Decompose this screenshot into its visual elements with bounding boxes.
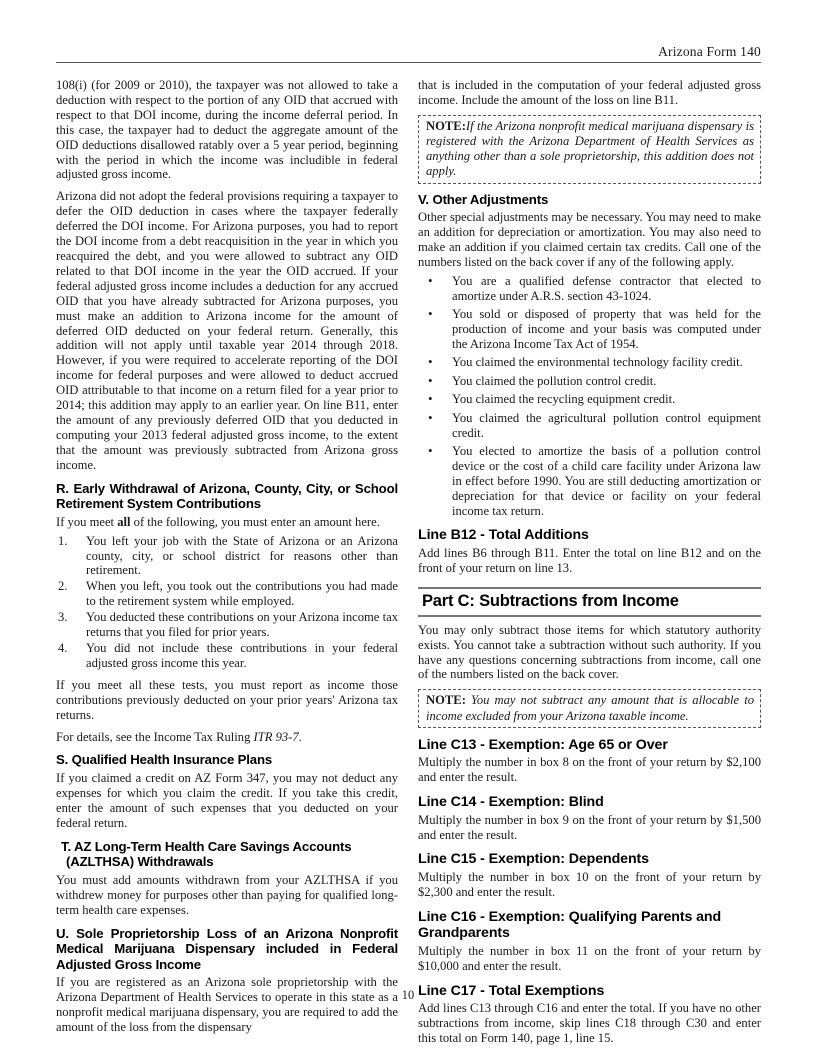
right-column <box>418 78 761 1053</box>
list-item-text: You claimed the agricultural pollution control equipment credit. <box>452 410 761 440</box>
part-c-title: Part C: Subtractions from Income <box>422 591 679 610</box>
line-heading-c17: Line C17 - Total Exemptions <box>418 982 605 999</box>
note-text: If the Arizona nonprofit medical marijuana dispensary is registered with the Arizona Department of Health Services as anything other than a sole proprietorship, this addition does not apply. <box>426 118 754 179</box>
page-number: 10 <box>401 988 415 1002</box>
itr-reference: ITR 93-7 <box>253 729 299 744</box>
section-r-intro-bold: all <box>117 514 131 529</box>
section-v-bullet-list <box>418 274 761 519</box>
section-u-paragraph: If you are registered as an Arizona sole proprietorship with the Arizona Department of Health Services to operate in this state as a nonprofit medical marijuana dispensary, you are required to add the amount of the loss from the dispensary <box>56 975 398 1035</box>
section-v-paragraph: Other special adjustments may be necessary. You may need to make an addition for depreciation or amortization. You may also need to make an addition if you claimed certain tax credits. Call one of the numbers listed on the back cover if any of the following apply. <box>418 210 761 269</box>
note-box-dispensary <box>418 115 761 184</box>
section-r-after-paragraph: If you meet all these tests, you must report as income those contributions previously deducted on your prior years' Arizona tax returns. <box>56 677 398 722</box>
paragraph-oid-1: 108(i) (for 2009 or 2010), the taxpayer was not allowed to take a deduction with respect to the portion of any OID that accrued with respect to that DOI income, during the income deferral period. In this case, the taxpayer had to deduct the aggregate amount of the OID deductions disallowed ratably over a 5 year period, beginning with the period in which the income was includible in federal adjusted gross income. <box>56 78 398 182</box>
list-item <box>418 355 761 370</box>
section-r-details-a: For details, see the Income Tax Ruling <box>56 729 254 744</box>
list-item-number: 2. <box>58 579 68 594</box>
line-c16-paragraph: Multiply the number in box 11 on the front of your return by $10,000 and enter the result. <box>418 943 761 973</box>
list-item <box>418 392 761 407</box>
note-label: NOTE: <box>426 693 466 708</box>
header-rule <box>56 62 761 63</box>
list-item-text: You are a qualified defense contractor that elected to amortize under A.R.S. section 43-1024. <box>452 273 761 303</box>
note-box-allocable <box>418 689 761 727</box>
list-item-text: When you left, you took out the contributions you had made to the retirement system while employed. <box>86 579 398 609</box>
bullet-icon: • <box>428 409 433 425</box>
list-item-number: 4. <box>58 641 68 655</box>
note-paragraph <box>426 693 754 723</box>
list-item-number: 1. <box>58 533 68 548</box>
bullet-icon: • <box>428 372 433 388</box>
list-item-number: 3. <box>58 610 68 625</box>
list-item-text: You left your job with the State of Arizona or an Arizona county, city, or school district for reasons other than retirement. <box>86 533 398 578</box>
part-c-banner <box>418 587 761 617</box>
section-r-intro-b: of the following, you must enter an amount here. <box>130 514 380 529</box>
line-heading-b12: Line B12 - Total Additions <box>418 527 589 544</box>
section-heading-u: U. Sole Proprietorship Loss of an Arizona Nonprofit Medical Marijuana Dispensary included in Federal Adjusted Gross Income <box>56 925 398 972</box>
line-c14-paragraph: Multiply the number in box 9 on the front of your return by $1,500 and enter the result. <box>418 812 761 842</box>
running-header <box>56 44 761 63</box>
section-heading-s: S. Qualified Health Insurance Plans <box>56 752 273 768</box>
line-heading-c14: Line C14 - Exemption: Blind <box>418 794 604 811</box>
line-c15-paragraph: Multiply the number in box 10 on the front of your return by $2,300 and enter the result. <box>418 869 761 899</box>
section-r-intro-a: If you meet <box>56 514 118 529</box>
line-c17-paragraph: Add lines C13 through C16 and enter the total. If you have no other subtractions from income, skip lines C18 through C30 and enter this total on Form 140, page 1, line 15. <box>418 1001 761 1045</box>
line-b12-paragraph: Add lines B6 through B11. Enter the total on line B12 and on the front of your return on line 13. <box>418 545 761 575</box>
section-r-details <box>56 730 398 745</box>
section-heading-t: T. AZ Long-Term Health Care Savings Accounts (AZLTHSA) Withdrawals <box>61 838 352 870</box>
list-item <box>56 534 398 579</box>
list-item <box>56 610 398 640</box>
note-paragraph <box>426 119 754 180</box>
paragraph-continued: that is included in the computation of your federal adjusted gross income. Include the amount of the loss on line B11. <box>418 78 761 107</box>
line-c13-paragraph: Multiply the number in box 8 on the front of your return by $2,100 and enter the result. <box>418 755 761 785</box>
note-label: NOTE: <box>426 118 466 133</box>
list-item <box>56 579 398 609</box>
list-item-text: You deducted these contributions on your Arizona income tax returns that you filed for prior years. <box>86 610 398 640</box>
part-c-paragraph: You may only subtract those items for which statutory authority exists. You cannot take a subtraction without such authority. If you have any questions concerning subtractions from income, call one of the numbers listed on the back cover. <box>418 622 761 682</box>
bullet-icon: • <box>428 442 433 458</box>
line-heading-c15: Line C15 - Exemption: Dependents <box>418 851 649 868</box>
bullet-icon: • <box>428 391 433 407</box>
line-heading-c13: Line C13 - Exemption: Age 65 or Over <box>418 736 668 753</box>
section-r-intro <box>56 515 398 530</box>
list-item <box>418 274 761 304</box>
bullet-icon: • <box>428 354 433 370</box>
form-title: Arizona Form 140 <box>658 44 761 59</box>
two-column-body <box>56 78 761 1053</box>
note-text: You may not subtract any amount that is allocable to income excluded from your Arizona taxable income. <box>426 693 754 723</box>
section-t-paragraph: You must add amounts withdrawn from your AZLTHSA if you withdrew money for purposes other than paying for qualified long-term health care expenses. <box>56 872 398 917</box>
list-item <box>418 307 761 352</box>
bullet-icon: • <box>428 272 433 288</box>
left-column <box>56 78 398 1053</box>
list-item-text: You claimed the pollution control credit. <box>452 373 657 388</box>
bullet-icon: • <box>428 306 433 322</box>
list-item-text: You claimed the environmental technology facility credit. <box>452 355 743 370</box>
list-item <box>418 444 761 519</box>
section-r-list <box>56 534 398 671</box>
list-item-text: You sold or disposed of property that was held for the production of income and your basis was computed under the Arizona Income Tax Act of 1954. <box>452 307 761 351</box>
list-item <box>418 374 761 389</box>
line-heading-c16: Line C16 - Exemption: Qualifying Parents and Grandparents <box>418 908 722 942</box>
section-r-details-b: . <box>298 729 302 744</box>
page-footer <box>0 988 816 1003</box>
section-s-paragraph: If you claimed a credit on AZ Form 347, you may not deduct any expenses for which you claim the credit. If you take this credit, enter the amount of such expenses that you deducted on your federal return. <box>56 771 398 830</box>
list-item-text: You elected to amortize the basis of a pollution control device or the cost of a child care facility under Arizona law in effect before 1990. You are still deducting amortization or depreciation for that device or facility on your federal income tax return. <box>452 443 761 518</box>
section-heading-r: R. Early Withdrawal of Arizona, County, City, or School Retirement System Contributions <box>56 480 398 512</box>
list-item <box>418 411 761 441</box>
list-item-text: You did not include these contributions in your federal adjusted gross income this year. <box>86 641 398 670</box>
list-item <box>56 641 398 671</box>
paragraph-oid-2: Arizona did not adopt the federal provisions requiring a taxpayer to defer the OID deduction in cases where the taxpayer federally deferred the DOI income. For Arizona purposes, you had to report the DOI income from a debt reacquisition in the year in which you reacquired the debt, and you were allowed to subtract any OID related to that DOI income in the year the OID accrued. If your federal adjusted gross income includes a deduction for any accrued OID that you have already subtracted for Arizona purposes, you must make an addition to Arizona income for the amount of deferred OID deducted on your federal return. Generally, this addition will not apply until taxable year 2014 through 2018. However, if you were required to accelerate reporting of the DOI income for federal purposes and were allowed to deduct accrued OID attributable to that income on a return filed for a year prior to 2014; this addition may apply to an earlier year. On line B11, enter the amount of any previously deferred OID that you deducted in computing your 2013 federal adjusted gross income, to the extent that the amount was previously subtracted from Arizona gross income. <box>56 189 398 472</box>
list-item-text: You claimed the recycling equipment credit. <box>452 392 676 407</box>
section-heading-v: V. Other Adjustments <box>418 191 549 207</box>
